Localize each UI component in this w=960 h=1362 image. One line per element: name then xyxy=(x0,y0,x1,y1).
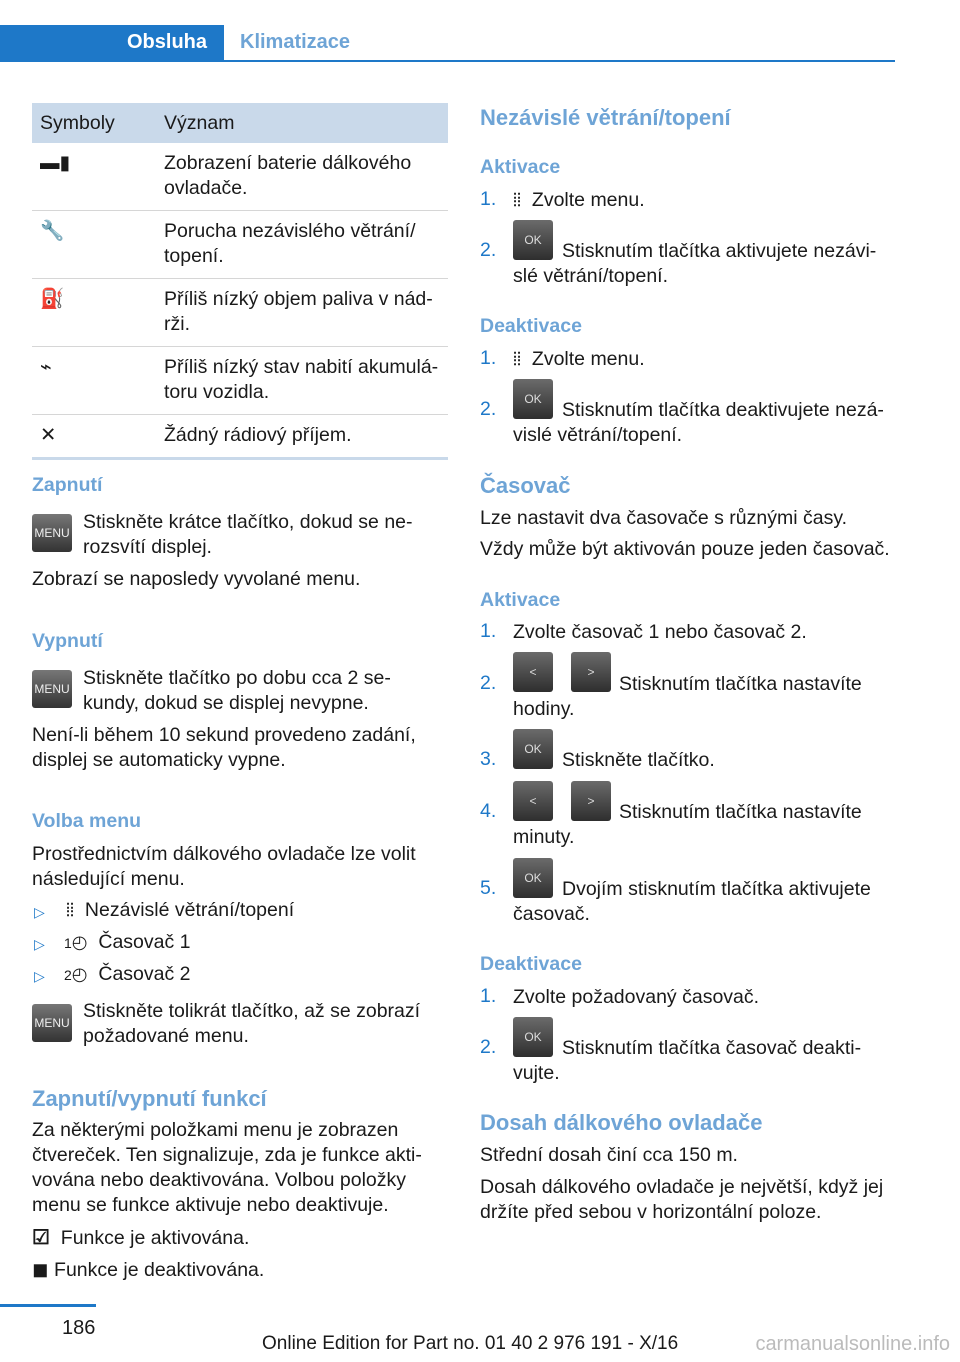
casovac-p1: Lze nastavit dva časovače s různými časy. xyxy=(480,507,848,529)
step-text: Zvolte časovač 1 nebo časovač 2. xyxy=(513,621,807,643)
table-cell: Příliš nízký stav nabití akumulá- toru vozidla. xyxy=(156,347,448,415)
step-text: Stisknutím tlačítka časovač deakti- vujte. xyxy=(513,1037,862,1084)
table-row xyxy=(32,279,448,347)
menu-button-icon: MENU xyxy=(32,1004,72,1042)
checkbox-checked-icon: ☑ xyxy=(32,1227,50,1249)
heading-volba-menu: Volba menu xyxy=(32,810,142,832)
vypnuti-after: Není-li během 10 sekund provedeno zadání, displej se automaticky vypne. xyxy=(32,724,416,771)
zapnuti-text: Stiskněte krátce tlačítko, dokud se ne- rozsvítí displej. xyxy=(83,511,413,558)
right-arrow-button-icon: > xyxy=(571,781,611,821)
step-text: Stisknutím tlačítka nastavíte minuty. xyxy=(513,801,862,848)
right-arrow-button-icon: > xyxy=(571,652,611,692)
volba-intro: Prostřednictvím dálkového ovladače lze volit následující menu. xyxy=(32,843,416,890)
vypnuti-text: Stiskněte tlačítko po dobu cca 2 se- kundy, dokud se displej nevypne. xyxy=(83,667,391,714)
table-cell: Příliš nízký objem paliva v nád- rži. xyxy=(156,279,448,347)
step-number: 3. xyxy=(480,748,497,770)
page-number: 186 xyxy=(62,1317,96,1339)
ok-button-icon: OK xyxy=(513,220,553,260)
step-text: Stiskněte tlačítko. xyxy=(562,749,715,771)
step-text: Dvojím stisknutím tlačítka aktivujete časovač. xyxy=(513,878,871,925)
timer-icon: ◴ xyxy=(71,932,88,952)
table-cell: Porucha nezávislého větrání/ topení. xyxy=(156,211,448,279)
battery-icon: ▬▮ xyxy=(40,152,71,174)
funkce-text: Za některými položkami menu je zobrazen čtvereček. Ten signalizuje, zda je funkce akti- vována nebo deaktivována. Volbou položky menu se funkce aktivuje nebo deaktivuje. xyxy=(32,1119,422,1216)
table-cell: Žádný rádiový příjem. xyxy=(156,415,448,459)
left-arrow-button-icon: < xyxy=(513,652,553,692)
step-text: Stisknutím tlačítka deaktivujete nezá- vislé větrání/topení. xyxy=(513,399,884,446)
step-text: ⦙⦙ Zvolte menu. xyxy=(513,348,645,370)
step-text: Stisknutím tlačítka nastavíte hodiny. xyxy=(513,673,862,720)
step-number: 5. xyxy=(480,877,497,899)
ventilation-icon: ⦙⦙ xyxy=(513,190,522,210)
menu-button-icon: MENU xyxy=(32,514,72,552)
footer-line xyxy=(0,1304,96,1307)
ventilation-icon: ⦙⦙ xyxy=(66,900,75,920)
menu-button-icon: MENU xyxy=(32,670,72,708)
table-row xyxy=(32,415,448,459)
table-header-symbols: Symboly xyxy=(32,103,156,143)
step-text: ⦙⦙ Zvolte menu. xyxy=(513,189,645,211)
tab-klimatizace[interactable]: Klimatizace xyxy=(240,31,351,53)
step-number: 2. xyxy=(480,398,497,420)
table-header-meaning: Význam xyxy=(156,103,448,143)
bullet-icon: ▷ xyxy=(34,936,45,952)
ventilation-icon: ⦙⦙ xyxy=(513,349,522,369)
fuel-pump-icon: ⛽ xyxy=(40,288,65,310)
bullet-icon: ▷ xyxy=(34,968,45,984)
heading-deaktivace: Deaktivace xyxy=(480,953,582,975)
step-text: Zvolte požadovaný časovač. xyxy=(513,986,760,1008)
heading-vypnuti: Vypnutí xyxy=(32,630,103,652)
tab-obsluha[interactable]: Obsluha xyxy=(0,25,224,60)
bullet-icon: ▷ xyxy=(34,904,45,920)
zapnuti-after: Zobrazí se naposledy vyvolané menu. xyxy=(32,568,361,590)
watermark: carmanualsonline.info xyxy=(755,1333,950,1355)
ok-button-icon: OK xyxy=(513,379,553,419)
table-cell: Zobrazení baterie dálkového ovladače. xyxy=(156,143,448,211)
step-number: 1. xyxy=(480,188,497,210)
step-number: 1. xyxy=(480,985,497,1007)
step-number: 2. xyxy=(480,1036,497,1058)
list-item: 2◴ Časovač 2 xyxy=(64,963,191,985)
table-row xyxy=(32,211,448,279)
chapter-tabs xyxy=(0,25,895,62)
step-number: 1. xyxy=(480,620,497,642)
step-number: 1. xyxy=(480,347,497,369)
heading-funkce: Zapnutí/vypnutí funkcí xyxy=(32,1086,267,1111)
heading-deaktivace: Deaktivace xyxy=(480,315,582,337)
no-signal-icon: ✕ xyxy=(40,424,57,446)
table-row xyxy=(32,347,448,415)
list-item: ⦙⦙ Nezávislé větrání/topení xyxy=(66,899,295,921)
function-inactive: ◼ Funkce je deaktivována. xyxy=(32,1259,265,1281)
heading-zapnuti: Zapnutí xyxy=(32,474,103,496)
ok-button-icon: OK xyxy=(513,1017,553,1057)
timer-icon: ◴ xyxy=(71,964,88,984)
heading-aktivace: Aktivace xyxy=(480,156,561,178)
step-number: 2. xyxy=(480,239,497,261)
table-row xyxy=(32,143,448,211)
table-header-row xyxy=(32,103,448,143)
symbol-table xyxy=(32,103,448,460)
list-item: 1◴ Časovač 1 xyxy=(64,931,191,953)
low-battery-icon: ⌁ xyxy=(40,356,52,378)
heading-dosah: Dosah dálkového ovladače xyxy=(480,1110,763,1135)
casovac-p2: Vždy může být aktivován pouze jeden časovač. xyxy=(480,538,890,560)
checkbox-empty-icon: ◼ xyxy=(32,1259,49,1281)
step-text: Stisknutím tlačítka aktivujete nezávi- slé větrání/topení. xyxy=(513,240,877,287)
heading-nezavisle: Nezávislé větrání/topení xyxy=(480,105,731,130)
left-arrow-button-icon: < xyxy=(513,781,553,821)
heading-casovac: Časovač xyxy=(480,473,571,498)
step-number: 2. xyxy=(480,672,497,694)
heading-aktivace: Aktivace xyxy=(480,589,561,611)
dosah-p2: Dosah dálkového ovladače je největší, když jej držíte před sebou v horizontální poloze. xyxy=(480,1176,884,1223)
volba-after: Stiskněte tolikrát tlačítko, až se zobrazí požadované menu. xyxy=(83,1000,421,1047)
dosah-p1: Střední dosah činí cca 150 m. xyxy=(480,1144,738,1166)
step-number: 4. xyxy=(480,800,497,822)
edition-text: Online Edition for Part no. 01 40 2 976 191 - X/16 xyxy=(262,1333,679,1354)
ok-button-icon: OK xyxy=(513,729,553,769)
wrench-icon: 🔧 xyxy=(40,220,65,242)
function-active: ☑ Funkce je aktivována. xyxy=(32,1227,250,1249)
ok-button-icon: OK xyxy=(513,858,553,898)
